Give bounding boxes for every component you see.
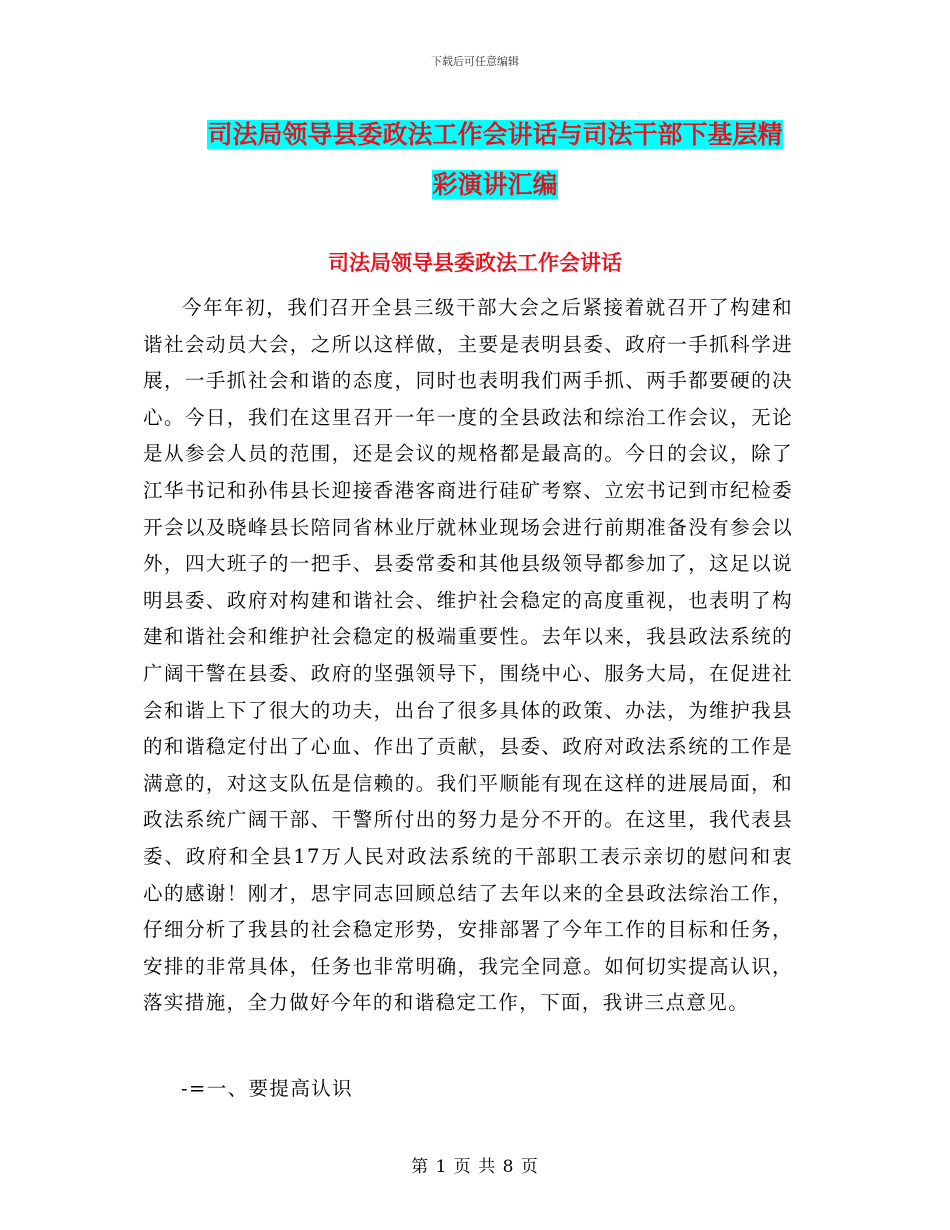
page-number-footer: 第 1 页 共 8 页 — [411, 1157, 539, 1177]
document-title — [140, 110, 850, 210]
body-paragraph: 今年年初，我们召开全县三级干部大会之后紧接着就召开了构建和谐社会动员大会，之所以这样做，主要是表明县委、政府一手抓科学进展，一手抓社会和谐的态度，同时也表明我们两手抓、两手都要硬的决心。今日，我们在这里召开一年一度的全县政法和综治工作会议，无论是从参会人员的范围，还是会议的规格都是最高的。今日的会议，除了江华书记和孙伟县长迎接香港客商进行硅矿考察、立宏书记到市纪检委开会以及晓峰县长陪同省林业厅就林业现场会进行前期准备没有参会以外，四大班子的一把手、县委常委和其他县级领导都参加了，这足以说明县委、政府对构建和谐社会、维护社会稳定的高度重视，也表明了构建和谐社会和维护社会稳定的极端重要性。去年以来，我县政法系统的广阔干警在县委、政府的坚强领导下，围绕中心、服务大局，在促进社会和谐上下了很大的功夫，出台了很多具体的政策、办法，为维护我县的和谐稳定付出了心血、作出了贡献，县委、政府对政法系统的工作是满意的，对这支队伍是信赖的。我们平顺能有现在这样的进展局面，和政法系统广阔干部、干警所付出的努力是分不开的。在这里，我代表县委、政府和全县17万人民对政法系统的干部职工表示亲切的慰问和衷心的感谢！刚才，思宇同志回顾总结了去年以来的全县政法综治工作，仔细分析了我县的社会稳定形势，安排部署了今年工作的目标和任务，安排的非常具体，任务也非常明确，我完全同意。如何切实提高认识，落实措施，全力做好今年的和谐稳定工作，下面，我讲三点意见。 — [143, 296, 793, 1015]
header-note: 下载后可任意编辑 — [431, 55, 519, 68]
subheading: -=一、要提高认识 — [181, 1077, 354, 1100]
document-title-line-1: 司法局领导县委政法工作会讲话与司法干部下基层精 — [207, 120, 783, 149]
section-title: 司法局领导县委政法工作会讲话 — [328, 251, 622, 275]
document-title-line-2: 彩演讲汇编 — [432, 170, 558, 199]
